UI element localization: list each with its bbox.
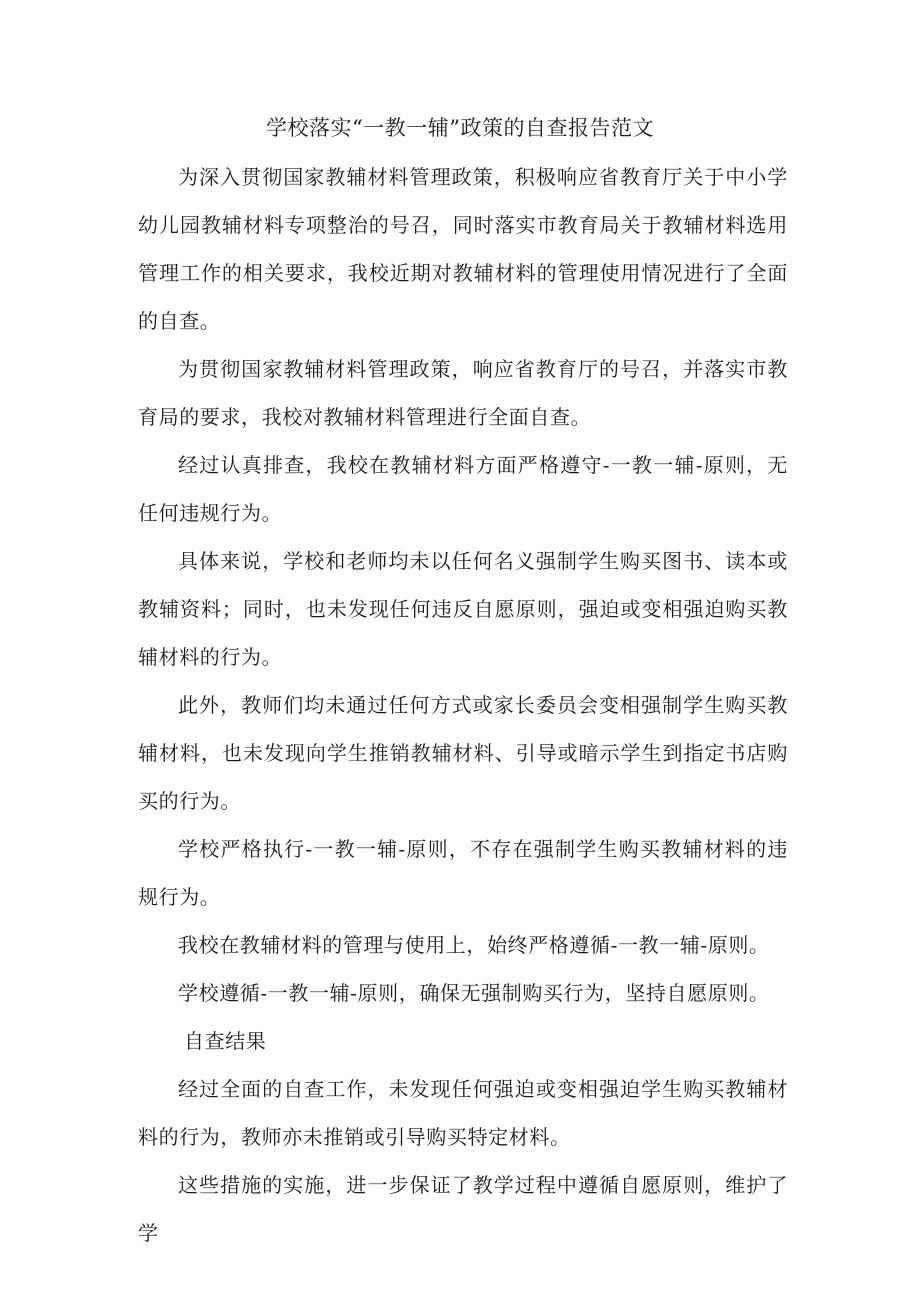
paragraph-voluntary: 学校遵循-一教一辅-原则，确保无强制购买行为，坚持自愿原则。: [178, 981, 770, 1005]
paragraph-inspection: 经过认真排查，我校在教辅材料方面严格遵守-一教一辅-原则，无任何违规行为。: [138, 453, 788, 525]
paragraph-results: 经过全面的自查工作，未发现任何强迫或变相强迫学生购买教辅材料的行为，教师亦未推销或引导购买特定材料。: [138, 1077, 788, 1149]
document-body: [138, 153, 788, 1257]
paragraph-intro: 为深入贯彻国家教辅材料管理政策，积极响应省教育厅关于中小学幼儿园教辅材料专项整治的号召，同时落实市教育局关于教辅材料选用管理工作的相关要求，我校近期对教辅材料的管理使用情况进行了全面的自查。: [138, 165, 788, 333]
section-heading-results: 自查结果: [184, 1029, 267, 1053]
paragraph-specifics: 具体来说，学校和老师均未以任何名义强制学生购买图书、读本或教辅资料；同时，也未发现任何违反自愿原则，强迫或变相强迫购买教辅材料的行为。: [138, 549, 788, 669]
document-title: 学校落实“一教一辅”政策的自查报告范文: [266, 116, 654, 140]
paragraph-teachers: 此外，教师们均未通过任何方式或家长委员会变相强制学生购买教辅材料，也未发现向学生推销教辅材料、引导或暗示学生到指定书店购买的行为。: [138, 693, 788, 813]
paragraph-summary: 为贯彻国家教辅材料管理政策，响应省教育厅的号召，并落实市教育局的要求，我校对教辅材料管理进行全面自查。: [138, 357, 788, 429]
paragraph-management: 我校在教辅材料的管理与使用上，始终严格遵循-一教一辅-原则。: [178, 933, 770, 957]
paragraph-measures: 这些措施的实施，进一步保证了教学过程中遵循自愿原则，维护了学: [138, 1173, 788, 1245]
paragraph-strict-execution: 学校严格执行-一教一辅-原则，不存在强制学生购买教辅材料的违规行为。: [138, 837, 788, 909]
